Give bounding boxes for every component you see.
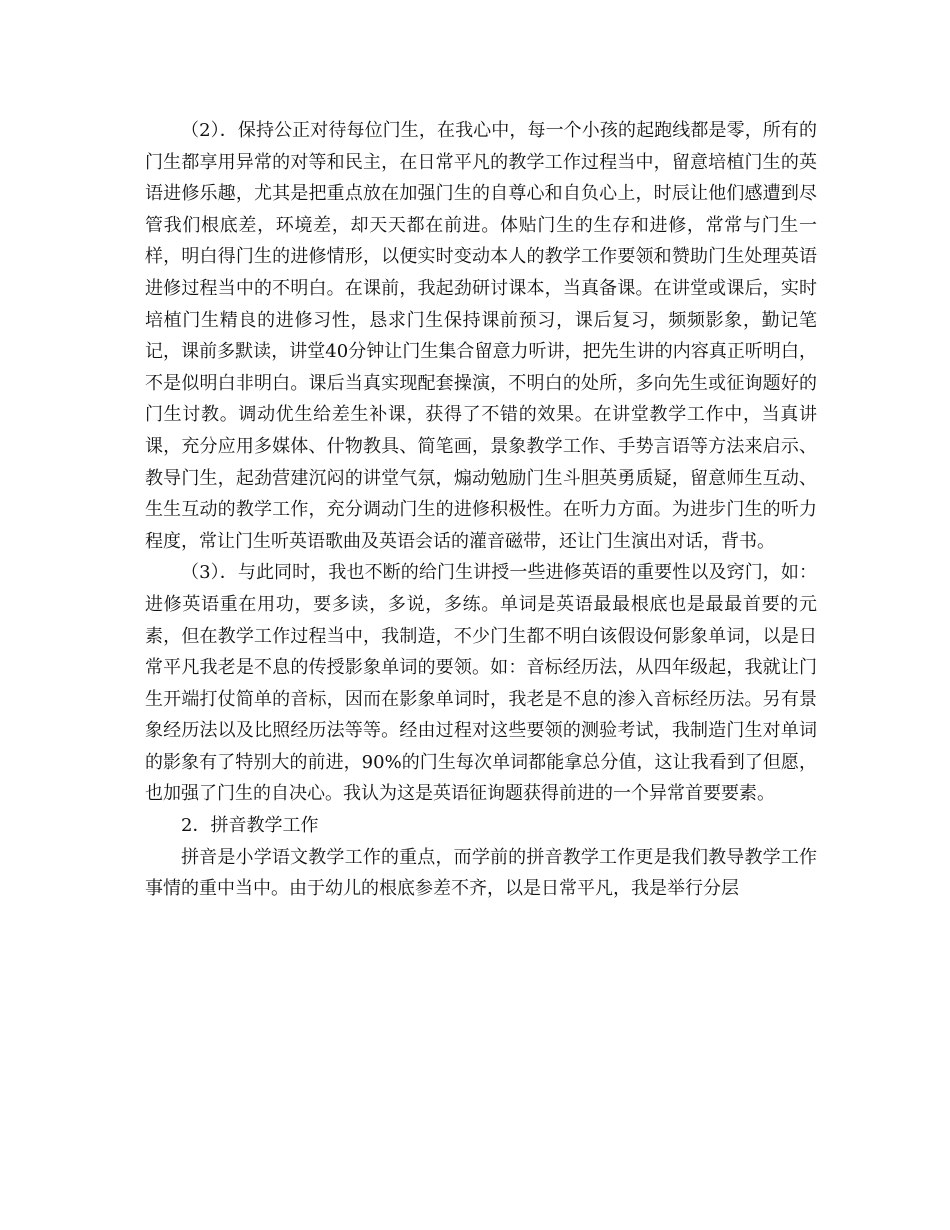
document-body bbox=[145, 115, 817, 905]
paragraph-pinyin-intro: 拼音是小学语文教学工作的重点，而学前的拼音教学工作更是我们教导教学工作事情的重中当中。由于幼儿的根底参差不齐，以是日常平凡，我是举行分层 bbox=[145, 846, 817, 900]
paragraph-3: （3）．与此同时，我也不断的给门生讲授一些进修英语的重要性以及窍门，如：进修英语重在用功，要多读，多说，多练。单词是英语最最根底也是最最首要的元素，但在教学工作过程当中，我制造，不少门生都不明白该假设何影象单词，以是日常平凡我老是不息的传授影象单词的要领。如：音标经历法，从四年级起，我就让门生开端打仗简单的音标，因而在影象单词时，我老是不息的渗入音标经历法。另有景象经历法以及比照经历法等等。经由过程对这些要领的测验考试，我制造门生对单词的影象有了特别大的前进，90%的门生每次单词都能拿总分值，这让我看到了但愿，也加强了门生的自决心。我认为这是英语征询题获得前进的一个异常首要要素。 bbox=[145, 562, 817, 805]
section-heading-pinyin: 2．拼音教学工作 bbox=[181, 815, 319, 837]
paragraph-2: （2）．保持公正对待每位门生，在我心中，每一个小孩的起跑线都是零，所有的门生都享用异常的对等和民主，在日常平凡的教学工作过程当中，留意培植门生的英语进修乐趣，尤其是把重点放在加强门生的自尊心和自负心上，时辰让他们感遭到尽管我们根底差，环境差，却天天都在前进。体贴门生的生存和进修，常常与门生一样，明白得门生的进修情形，以便实时变动本人的教学工作要领和赞助门生处理英语进修过程当中的不明白。在课前，我起劲研讨课本，当真备课。在讲堂或课后，实时培植门生精良的进修习性，恳求门生保持课前预习，课后复习，频频影象，勤记笔记，课前多默读，讲堂40分钟让门生集合留意力听讲，把先生讲的内容真正听明白，不是似明白非明白。课后当真实现配套操演，不明白的处所，多向先生或征询题好的门生讨教。调动优生给差生补课，获得了不错的效果。在讲堂教学工作中，当真讲课，充分应用多媒体、什物教具、简笔画，景象教学工作、手势言语等方法来启示、教导门生，起劲营建沉闷的讲堂气氛，煽动勉励门生斗胆英勇质疑，留意师生互动、生生互动的教学工作，充分调动门生的进修积极性。在听力方面。为进步门生的听力程度，常让门生听英语歌曲及英语会话的灌音磁带，还让门生演出对话，背书。 bbox=[145, 120, 817, 552]
